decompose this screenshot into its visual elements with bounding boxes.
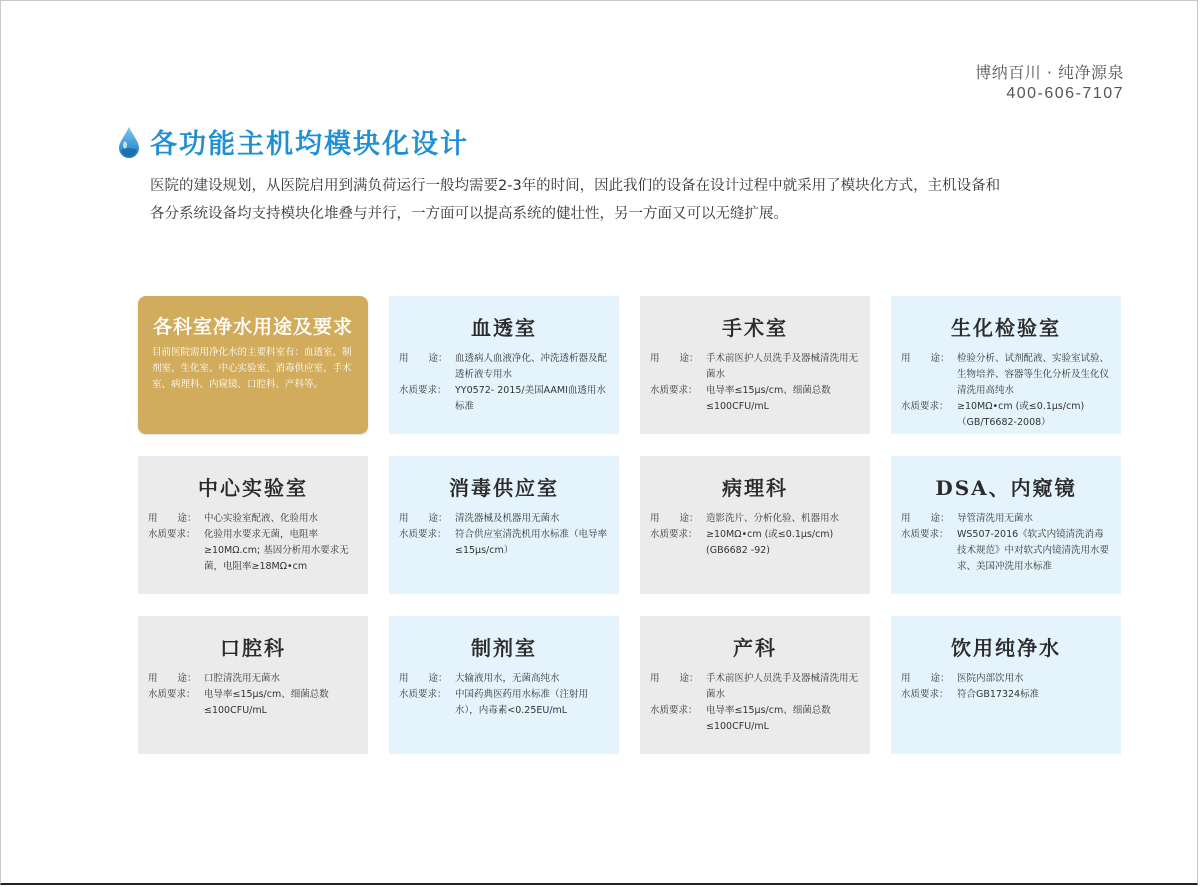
use-label: 用 途： [399, 353, 448, 364]
quality-label: 水质要求： [650, 529, 698, 540]
use-label: 用 途： [650, 353, 699, 364]
quality-value: 中国药典医药用水标准（注射用水），内毒素<0.25EU/mL [455, 689, 589, 716]
card-title: 手术室 [722, 316, 788, 340]
quality-label: 水质要求： [399, 385, 447, 396]
card-sterile-supply [389, 456, 619, 594]
use-value: 导管清洗用无菌水 [957, 513, 1034, 524]
use-value: 医院内部饮用水 [957, 673, 1024, 684]
use-label: 用 途： [901, 513, 950, 524]
quality-value: 电导率≤15μs/cm、细菌总数≤100CFU/mL [706, 385, 831, 412]
card-overview [138, 296, 368, 434]
card-pharmacy [389, 616, 619, 754]
quality-value: ≥10MΩ•cm (或≤0.1μs/cm) (GB6682 -92) [706, 529, 834, 556]
quality-label: 水质要求： [650, 385, 698, 396]
card-central-lab [138, 456, 368, 594]
card-dental [138, 616, 368, 754]
card-obstetrics [640, 616, 870, 754]
use-value: 口腔清洗用无菌水 [204, 673, 281, 684]
card-title: DSA、内窥镜 [935, 476, 1077, 500]
card-title: 各科室净水用途及要求 [152, 316, 353, 338]
use-value: 造影洗片、分析化验、机器用水 [706, 513, 840, 524]
card-dialysis [389, 296, 619, 434]
card-title: 饮用纯净水 [951, 636, 1061, 660]
quality-label: 水质要求： [901, 401, 949, 412]
quality-label: 水质要求： [901, 689, 949, 700]
quality-value: 电导率≤15μs/cm、细菌总数≤100CFU/mL [706, 705, 831, 732]
card-title: 血透室 [471, 316, 537, 340]
brand-phone: 400-606-7107 [1006, 85, 1124, 102]
department-grid [138, 296, 1121, 754]
water-drop-icon [116, 125, 142, 159]
page-title: 各功能主机均模块化设计 [150, 129, 469, 160]
intro-line-2: 各分系统设备均支持模块化堆叠与并行，一方面可以提高系统的健壮性，另一方面又可以无缝扩展。 [150, 206, 788, 222]
card-title: 产科 [733, 636, 777, 660]
use-value: 大输液用水，无菌高纯水 [455, 673, 560, 684]
use-label: 用 途： [399, 673, 448, 684]
use-value: 检验分析、试剂配液、实验室试验、生物培养、容器等生化分析及生化仪清洗用高纯水 [957, 353, 1110, 396]
quality-label: 水质要求： [399, 529, 447, 540]
card-dsa-endoscopy [891, 456, 1121, 594]
use-label: 用 途： [650, 673, 699, 684]
use-label: 用 途： [148, 513, 197, 524]
card-text: 目前医院需用净化水的主要科室有：血透室、制剂室、生化室、中心实验室、消毒供应室、手术室、病理科、内窥镜、口腔科、产科等。 [152, 347, 352, 390]
card-title: 制剂室 [471, 636, 537, 660]
quality-label: 水质要求： [399, 689, 447, 700]
use-label: 用 途： [901, 353, 950, 364]
quality-value: 电导率≤15μs/cm、细菌总数≤100CFU/mL [204, 689, 329, 716]
use-value: 中心实验室配液、化验用水 [204, 513, 319, 524]
card-pathology [640, 456, 870, 594]
quality-value: 符合GB17324标准 [957, 689, 1040, 700]
quality-value: ≥10MΩ•cm (或≤0.1μs/cm)（GB/T6682-2008） [957, 401, 1085, 428]
card-biochem-lab [891, 296, 1121, 434]
use-label: 用 途： [650, 513, 699, 524]
card-title: 病理科 [722, 476, 788, 500]
card-title: 消毒供应室 [449, 476, 559, 500]
use-value: 血透病人血液净化、冲洗透析器及配透析液专用水 [455, 353, 608, 380]
brand-name: 博纳百川 · 纯净源泉 [975, 63, 1124, 82]
card-title: 中心实验室 [198, 476, 308, 500]
quality-value: 符合供应室清洗机用水标准（电导率≤15μs/cm） [455, 529, 608, 556]
quality-label: 水质要求： [650, 705, 698, 716]
card-drinking-water [891, 616, 1121, 754]
use-label: 用 途： [399, 513, 448, 524]
section-heading [116, 122, 469, 161]
use-value: 手术前医护人员洗手及器械清洗用无菌水 [706, 353, 859, 380]
use-label: 用 途： [901, 673, 950, 684]
brand-block [975, 62, 1124, 104]
card-operating-room [640, 296, 870, 434]
quality-label: 水质要求： [148, 529, 196, 540]
quality-label: 水质要求： [901, 529, 949, 540]
use-value: 手术前医护人员洗手及器械清洗用无菌水 [706, 673, 859, 700]
quality-value: 化验用水要求无菌，电阻率≥10MΩ.cm; 基因分析用水要求无菌，电阻率≥18MΩ•cm [204, 529, 349, 572]
card-title: 生化检验室 [951, 316, 1061, 340]
use-value: 清洗器械及机器用无菌水 [455, 513, 560, 524]
quality-value: WS507-2016《软式内镜清洗消毒技术规范》中对软式内镜清洗用水要求、美国冲洗用水标准 [957, 529, 1110, 572]
card-title: 口腔科 [220, 636, 286, 660]
intro-paragraph [150, 172, 1110, 228]
quality-value: YY0572- 2015/美国AAMI血透用水标准 [455, 385, 606, 412]
use-label: 用 途： [148, 673, 197, 684]
intro-line-1: 医院的建设规划，从医院启用到满负荷运行一般均需要2-3年的时间，因此我们的设备在设计过程中就采用了模块化方式，主机设备和 [150, 178, 1001, 194]
quality-label: 水质要求： [148, 689, 196, 700]
